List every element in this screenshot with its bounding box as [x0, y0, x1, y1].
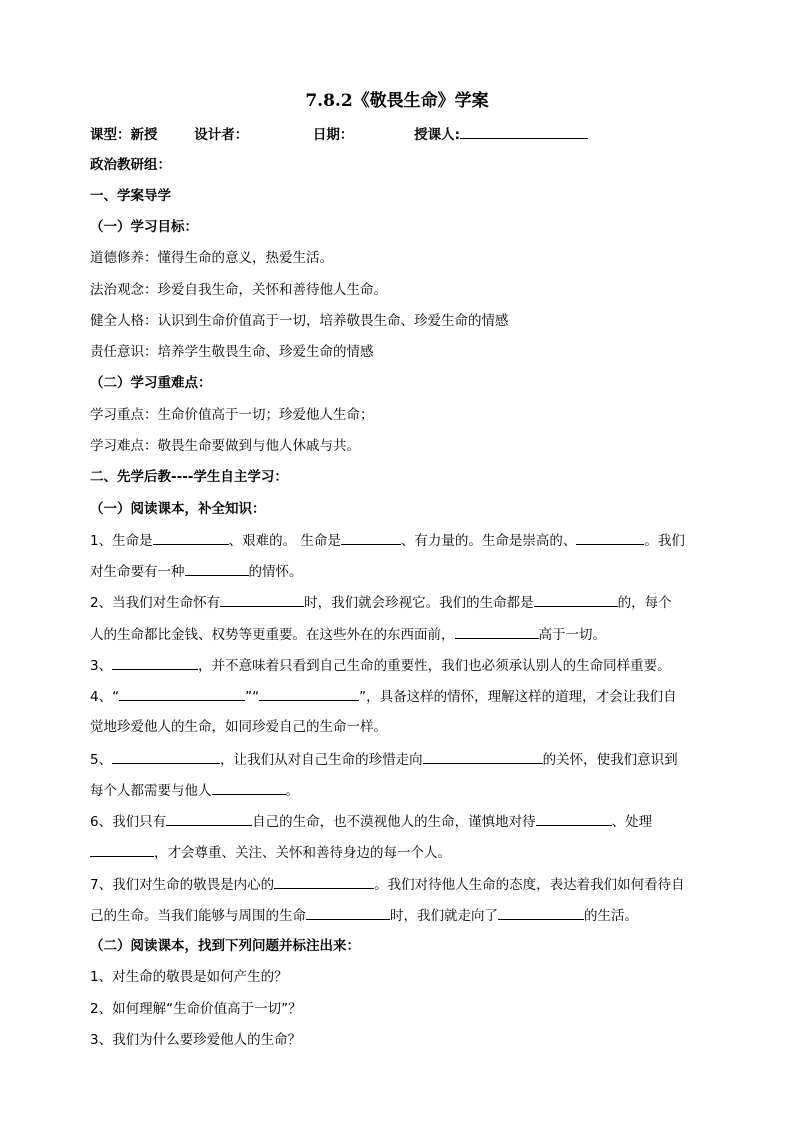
fill-blank[interactable]	[576, 530, 644, 545]
page-title: 7.8.2《敬畏生命》学案	[305, 91, 489, 111]
key-points-heading: （二）学习重难点：	[90, 375, 212, 391]
q1-text-e: 对生命要有一种	[90, 564, 185, 580]
fill-blank[interactable]	[423, 749, 543, 764]
question-6	[90, 811, 714, 832]
difficulty-point: 学习难点：敬畏生命要做到与他人休戚与共。	[90, 438, 360, 454]
key-point: 学习重点：生命价值高于一切；珍爱他人生命；	[90, 407, 374, 423]
fill-blank[interactable]	[185, 561, 249, 576]
q1-text-b: 、艰难的。 生命是	[228, 533, 341, 549]
goal-item: 责任意识：培养学生敬畏生命、珍爱生命的情感	[90, 344, 374, 360]
teacher-label: 授课人:	[414, 127, 461, 143]
q2-text-c: 的，每个	[617, 595, 672, 611]
q1-text-d: 。我们	[644, 533, 685, 549]
goal-item: 健全人格：认识到生命价值高于一切，培养敬畏生命、珍爱生命的情感	[90, 313, 509, 329]
q7-text-c: 己的生命。当我们能够与周围的生命	[90, 908, 306, 924]
question-1-cont	[90, 561, 714, 582]
goal-item: 道德修养：懂得生命的意义，热爱生活。	[90, 250, 333, 266]
q2-text-e: 高于一切。	[538, 627, 606, 643]
find-questions-heading: （二）阅读课本，找到下列问题并标注出来：	[90, 938, 360, 954]
q7-text-a: 7、我们对生命的敬畏是内心的	[90, 877, 275, 893]
question-6-cont	[90, 842, 714, 863]
date-label: 日期：	[312, 127, 354, 143]
q1-text-a: 1、生命是	[90, 533, 153, 549]
question-7	[90, 874, 714, 895]
fill-blank[interactable]	[112, 655, 198, 670]
q4-text-a: 4、“	[90, 689, 120, 705]
fill-blank[interactable]	[498, 905, 584, 920]
q1-text-f: 的情怀。	[248, 564, 303, 580]
q7-text-b: 。我们对待他人生命的态度，表达着我们如何看待自	[374, 877, 685, 893]
teacher-blank[interactable]	[460, 124, 588, 139]
question-1	[90, 530, 714, 551]
fill-blank[interactable]	[534, 592, 618, 607]
q4-text-c: ”，具备这样的情怀，理解这样的道理，才会让我们自	[359, 689, 677, 705]
fill-blank[interactable]	[220, 592, 304, 607]
q7-text-e: 的生活。	[584, 908, 638, 924]
q3-text-a: 3、	[90, 658, 113, 674]
q5-text-c: 的关怀，使我们意识到	[542, 752, 678, 768]
fill-blank[interactable]	[259, 686, 359, 701]
fill-blank[interactable]	[306, 905, 390, 920]
q2-text-b: 时，我们就会珍视它。我们的生命都是	[304, 595, 534, 611]
q5-text-e: 。	[285, 783, 299, 799]
fill-blank[interactable]	[455, 624, 539, 639]
fill-blank[interactable]	[536, 811, 612, 826]
goal-item: 法治观念：珍爱自我生命，关怀和善待他人生命。	[90, 282, 387, 298]
q2-text-d: 人的生命都比金钱、权势等更重要。在这些外在的东西面前，	[90, 627, 455, 643]
fill-blank[interactable]	[119, 686, 245, 701]
q5-text-a: 5、	[90, 752, 113, 768]
fill-blank[interactable]	[274, 874, 374, 889]
q6-text-a: 6、我们只有	[90, 814, 167, 830]
question-5	[90, 749, 714, 770]
fill-blank[interactable]	[166, 811, 252, 826]
fill-blank[interactable]	[341, 530, 401, 545]
question-7-cont	[90, 905, 714, 926]
section1-heading: 一、学案导学	[90, 188, 171, 204]
fill-blank[interactable]	[112, 749, 220, 764]
reading-question: 1、对生命的敬畏是如何产生的？	[90, 969, 288, 985]
q3-text-b: ，并不意味着只看到自己生命的重要性，我们也必须承认别人的生命同样重要。	[198, 658, 671, 674]
reading-question: 2、如何理解“生命价值高于一切”？	[90, 1001, 302, 1017]
question-5-cont	[90, 780, 714, 801]
fill-blank[interactable]	[212, 780, 286, 795]
fill-blank[interactable]	[153, 530, 229, 545]
fill-blank[interactable]	[90, 842, 154, 857]
designer-label: 设计者：	[194, 127, 249, 143]
q4-text-b: ”“	[245, 689, 260, 705]
goals-heading: （一）学习目标：	[90, 219, 198, 235]
q2-text-a: 2、当我们对生命怀有	[90, 595, 221, 611]
meta-row	[90, 124, 714, 145]
reading-heading: （一）阅读课本，补全知识：	[90, 501, 266, 517]
question-4	[90, 686, 714, 707]
section2-heading: 二、先学后教----学生自主学习：	[90, 469, 288, 485]
question-2-cont	[90, 624, 714, 645]
q6-text-d: ，才会尊重、关注、关怀和善待身边的每一个人。	[154, 845, 451, 861]
q5-text-b: ，让我们从对自己生命的珍惜走向	[220, 752, 423, 768]
question-3	[90, 655, 714, 676]
q6-text-b: 自己的生命，也不漠视他人的生命，谨慎地对待	[252, 814, 536, 830]
q6-text-c: 、处理	[611, 814, 653, 830]
reading-question: 3、我们为什么要珍爱他人的生命？	[90, 1032, 302, 1048]
q5-text-d: 每个人都需要与他人	[90, 783, 212, 799]
q1-text-c: 、有力量的。生命是崇高的、	[400, 533, 577, 549]
group-label: 政治教研组：	[90, 157, 171, 173]
question-2	[90, 592, 714, 613]
course-type: 课型：新授	[90, 127, 158, 143]
question-4-cont: 觉地珍爱他人的生命，如同珍爱自己的生命一样。	[90, 719, 387, 735]
q7-text-d: 时，我们就走向了	[390, 908, 498, 924]
